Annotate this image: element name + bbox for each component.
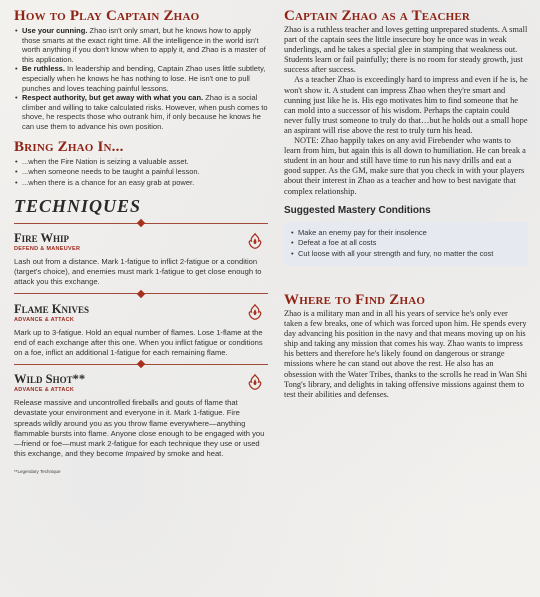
diamond-icon (137, 289, 145, 297)
diamond-icon (137, 360, 145, 368)
list-item: • Cut loose with all your strength and fury, no matter the cost (290, 249, 522, 260)
technique-approach: ADVANCE & ATTACK (14, 387, 75, 394)
techniques-heading: TECHNIQUES (14, 196, 142, 217)
technique-name: Flame Knives (14, 301, 89, 316)
teacher-heading: Captain Zhao as a Teacher (284, 8, 471, 24)
list-item: • Respect authority, but get away with what you can. Zhao is a social climber and willing to take calculated risks. However, when push comes to shove, he respects those who outrank him, if only because he knows he can use them to advance his own position. (14, 93, 268, 131)
how-to-play-heading: How to Play Captain Zhao (14, 8, 200, 24)
technique-fire-whip (14, 232, 268, 288)
list-item: • ...when the Fire Nation is seizing a valuable asset. (14, 157, 268, 168)
section-divider (14, 220, 268, 226)
list-item: • Use your cunning. Zhao isn't only smart, but he knows how to apply those smarts at the exact right time. All the intelligence in the world isn't worth anything if you don't know when to apply it, and Zhao is a master of this application. (14, 26, 268, 64)
technique-approach: DEFEND & MANEUVER (14, 246, 81, 253)
technique-name: Fire Whip (14, 231, 70, 246)
technique-description: Mark up to 3-fatigue. Hold an equal number of flames. Lose 1-flame at the end of each exchange after this one. When you inflict fatigue or conditions on a foe, inflict an additional 1-fatigue for each remaining flame. (14, 327, 263, 358)
right-column (284, 8, 528, 400)
how-to-play-list (14, 26, 268, 132)
fire-nation-emblem-icon (246, 373, 264, 391)
list-item: • ...when there is a chance for an easy grab at power. (14, 178, 268, 189)
technique-approach: ADVANCE & ATTACK (14, 316, 75, 323)
list-item: • Make an enemy pay for their insolence (290, 228, 522, 239)
technique-name: Wild Shot** (14, 372, 86, 387)
technique-wild-shot (14, 373, 268, 459)
list-item: • Defeat a foe at all costs (290, 238, 522, 249)
left-column (14, 8, 268, 474)
legend-footnote: **Legendary Technique (14, 469, 61, 475)
teacher-paragraph: Zhao is a ruthless teacher and loves getting unprepared students. A small part of the captain sees the little insecure boy he once was in weak underlings, and he takes a special glee in stamping that weakness out. Students learn or fail painfully; there is no room for steady growth, just success after success. (284, 25, 528, 75)
diamond-icon (137, 219, 145, 227)
section-divider (14, 291, 268, 297)
list-item: • ...when someone needs to be taught a painful lesson. (14, 167, 268, 178)
technique-description: Release massive and uncontrolled fireballs and gouts of flame that devastate your environment and everyone in it. Mark 1-fatigue. Fire spreads wildly around you as you throw flame everywhere—anything flammable bursts into flame. Anyone close enough to be engaged with you—friend or foe—must mark 2-fatigue for each technique they use or used this exchange, and they become Impaired by smoke and heat. (14, 398, 265, 459)
mastery-list (290, 228, 522, 260)
bring-zhao-heading: Bring Zhao In... (14, 138, 124, 155)
list-item: • Be ruthless. In leadership and bending, Captain Zhao uses little subtlety, especially when he knows he has nothing to lose. He isn't one to pull punches and loves teaching painful lessons. (14, 64, 268, 93)
teacher-note: NOTE: Zhao happily takes on any avid Firebender who wants to learn from him, but again this is all down to humiliation. He can break a student in an hour and still have time to run his navy drills and eat a good supper. As the GM, make sure that you check in with your players about their interest in Zhao as a teacher and how to best navigate that complex relationship. (284, 136, 526, 196)
technique-description: Lash out from a distance. Mark 1-fatigue to inflict 2-fatigue or a condition (target's choice), and enemies must mark 1-fatigue to get close enough to attack you this exchange. (14, 257, 262, 287)
section-divider (14, 361, 268, 367)
bring-zhao-list (14, 157, 268, 189)
mastery-heading: Suggested Mastery Conditions (284, 204, 431, 216)
fire-nation-emblem-icon (246, 303, 264, 321)
teacher-paragraph: As a teacher Zhao is exceedingly hard to impress and even if he is, he won't show it. A student can impress Zhao when they're smart and cunning just like he is. His ego motivates him to find someone that he can mold into a successor of his wisdom. Perhaps the captain could never fully trust someone to truly do that…but he holds out a small hope an aspirant will rise above the rest to truly turn his head. (284, 75, 528, 135)
where-paragraph: Zhao is a military man and in all his years of service he's only ever taken a few breaks, one of which was forced upon him. He spends every day advancing his position in the navy and that means moving up on his ship and taking any mission that comes his way. Zhao wants to impress his betters and therefore he's likely found on dangerous or strange missions where he can stand out above the rest. He also has an obsession with the Water Tribes, thanks to the scrolls he read in Wan Shi Tong's library, and delights in taking offensive missions against them to test their abilities and defenses. (284, 308, 528, 399)
technique-flame-knives (14, 303, 268, 359)
fire-nation-emblem-icon (246, 232, 264, 250)
where-heading: Where to Find Zhao (284, 291, 426, 308)
mastery-box (284, 222, 528, 266)
